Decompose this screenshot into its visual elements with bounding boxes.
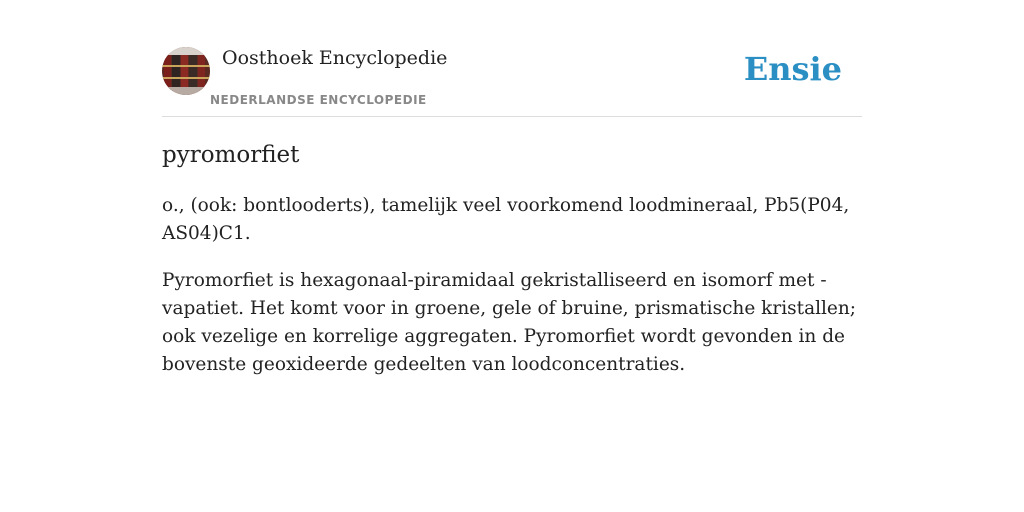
article-paragraph: Pyromorfiet is hexagonaal-piramidaal gekristalliseerd en isomorf met -vapatiet. Het komt voor in groene, gele of bruine, prismatische kristallen; ook vezelige en korrelige aggregaten. Pyromorfiet wordt gevonden in de bovenste geoxideerde gedeelten van loodconcentraties.	[162, 270, 857, 375]
source-name[interactable]: Oosthoek Encyclopedie	[222, 47, 448, 69]
article-title: pyromorfiet	[162, 142, 300, 168]
ensie-logo[interactable]: Ensie	[743, 50, 842, 88]
article-paragraph: o., (ook: bontlooderts), tamelijk veel voorkomend loodmineraal, Pb5(P04, AS04)C1.	[162, 195, 850, 244]
source-header	[162, 40, 862, 117]
book-spines-icon[interactable]	[162, 47, 210, 95]
source-subtitle: NEDERLANDSE ENCYCLOPEDIE	[210, 93, 427, 107]
